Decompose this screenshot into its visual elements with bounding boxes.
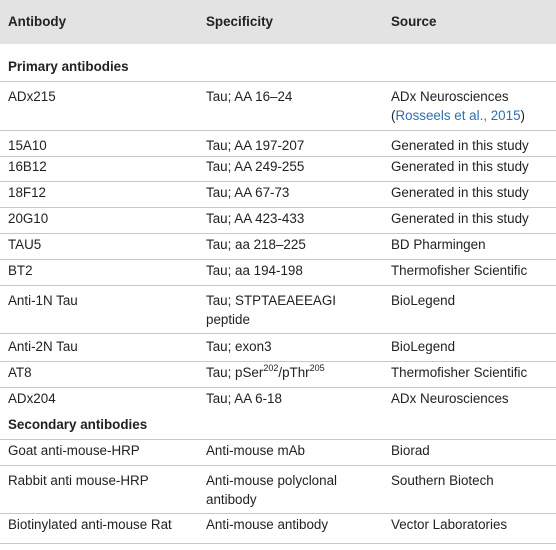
table-row-source: Generated in this study — [391, 211, 529, 226]
table-row-antibody: Biotinylated anti-mouse Rat — [8, 517, 172, 532]
table-row-source: ADx Neurosciences — [391, 391, 509, 406]
section-primary-antibodies: Primary antibodies — [8, 59, 129, 74]
header-source: Source — [391, 14, 437, 29]
header-specificity: Specificity — [206, 14, 273, 29]
divider — [0, 439, 556, 440]
divider — [0, 361, 556, 362]
specificity-text: /pThr — [278, 365, 310, 380]
table-row-specificity: Tau; exon3 — [206, 339, 272, 354]
table-row-source: Thermofisher Scientific — [391, 365, 528, 380]
table-row-source: BioLegend — [391, 293, 456, 308]
table-row-specificity: Tau; AA 67-73 — [206, 185, 290, 200]
table-row-source: Generated in this study — [391, 185, 529, 200]
table-row-specificity: Tau; aa 218–225 — [206, 237, 306, 252]
table-row-specificity-line2: antibody — [206, 492, 257, 507]
table-header-background — [0, 0, 556, 44]
divider — [0, 81, 556, 82]
divider — [0, 465, 556, 466]
table-row-antibody: Anti-2N Tau — [8, 339, 78, 354]
table-row-source: BD Pharmingen — [391, 237, 486, 252]
table-row-source: Biorad — [391, 443, 430, 458]
table-row-antibody: Rabbit anti mouse-HRP — [8, 473, 149, 488]
divider — [0, 181, 556, 182]
divider — [0, 333, 556, 334]
table-row-antibody: ADx215 — [8, 89, 56, 104]
citation-paren-close: ) — [520, 108, 525, 123]
table-row-antibody: BT2 — [8, 263, 33, 278]
superscript: 205 — [309, 362, 325, 373]
table-row-source: Generated in this study — [391, 159, 529, 174]
table-row-antibody: 16B12 — [8, 159, 47, 174]
table-row-source: ADx Neurosciences — [391, 89, 509, 104]
citation-link[interactable]: Rosseels et al., 2015 — [395, 108, 521, 123]
table-row-specificity: Tau; AA 423-433 — [206, 211, 305, 226]
table-row-source: Southern Biotech — [391, 473, 494, 488]
divider — [0, 513, 556, 514]
table-row-specificity — [206, 363, 325, 382]
table-row-specificity: Anti-mouse mAb — [206, 443, 305, 458]
table-row-antibody: 15A10 — [8, 138, 47, 153]
divider — [0, 387, 556, 388]
table-row-specificity: Anti-mouse antibody — [206, 517, 329, 532]
table-row-source: Generated in this study — [391, 138, 529, 153]
specificity-text: Tau; pSer — [206, 365, 264, 380]
table-row-specificity: Tau; STPTAEAEEAGI — [206, 293, 336, 308]
divider — [0, 130, 556, 131]
table-row-specificity-line2: peptide — [206, 312, 250, 327]
table-row-antibody: 18F12 — [8, 185, 46, 200]
table-row-source-citation — [391, 106, 525, 125]
table-row-specificity: Anti-mouse polyclonal — [206, 473, 337, 488]
table-row-antibody: Anti-1N Tau — [8, 293, 78, 308]
divider — [0, 285, 556, 286]
table-row-specificity: Tau; AA 249-255 — [206, 159, 305, 174]
table-row-specificity: Tau; AA 16–24 — [206, 89, 293, 104]
table-row-antibody: TAU5 — [8, 237, 42, 252]
divider — [0, 259, 556, 260]
divider — [0, 207, 556, 208]
citation-paren-open: ( — [391, 108, 396, 123]
section-secondary-antibodies: Secondary antibodies — [8, 417, 148, 432]
table-row-antibody: AT8 — [8, 365, 32, 380]
table-row-specificity: Tau; AA 6-18 — [206, 391, 282, 406]
table-row-specificity: Tau; aa 194-198 — [206, 263, 303, 278]
superscript: 202 — [263, 362, 279, 373]
table-row-antibody: ADx204 — [8, 391, 56, 406]
divider — [0, 233, 556, 234]
table-row-antibody: Goat anti-mouse-HRP — [8, 443, 140, 458]
header-antibody: Antibody — [8, 14, 67, 29]
table-row-source: BioLegend — [391, 339, 456, 354]
table-row-source: Vector Laboratories — [391, 517, 508, 532]
table-row-source: Thermofisher Scientific — [391, 263, 528, 278]
table-bottom-border — [0, 543, 556, 544]
table-row-antibody: 20G10 — [8, 211, 49, 226]
table-row-specificity: Tau; AA 197-207 — [206, 138, 305, 153]
